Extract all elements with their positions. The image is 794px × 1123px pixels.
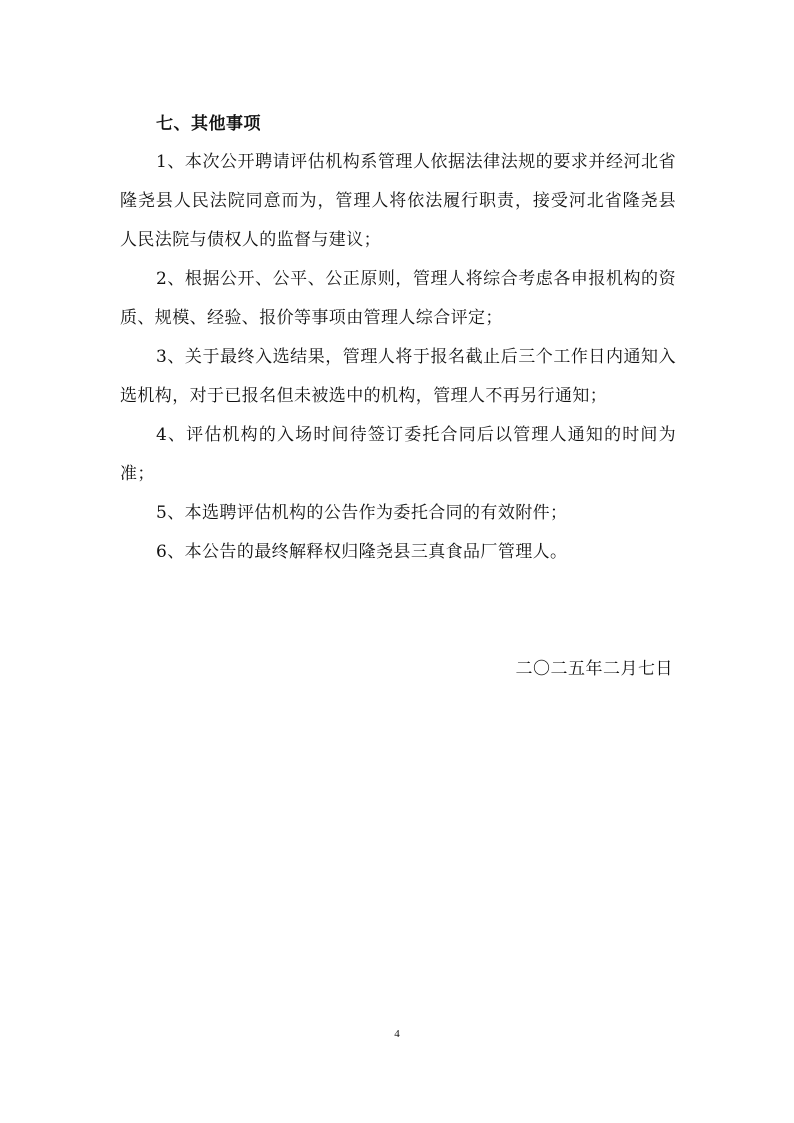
item-5: 5、本选聘评估机构的公告作为委托合同的有效附件； — [156, 503, 568, 523]
item-3: 3、关于最终入选结果，管理人将于报名截止后三个工作日内通知入选机构，对于已报名但未被选中的机构，管理人不再另行通知； — [120, 347, 676, 406]
section-title: 七、其他事项 — [156, 114, 261, 134]
item-6: 6、本公告的最终解释权归隆尧县三真食品厂管理人。 — [156, 542, 568, 562]
item-4: 4、评估机构的入场时间待签订委托合同后以管理人通知的时间为准； — [120, 425, 676, 484]
item-2: 2、根据公开、公平、公正原则，管理人将综合考虑各申报机构的资质、规模、经验、报价等事项由管理人综合评定； — [120, 269, 676, 328]
item-1: 1、本次公开聘请评估机构系管理人依据法律法规的要求并经河北省隆尧县人民法院同意而为，管理人将依法履行职责，接受河北省隆尧县人民法院与债权人的监督与建议； — [120, 152, 676, 250]
page-number: 4 — [394, 1028, 400, 1040]
document-date: 二〇二五年二月七日 — [515, 659, 673, 679]
document-body — [120, 105, 676, 572]
